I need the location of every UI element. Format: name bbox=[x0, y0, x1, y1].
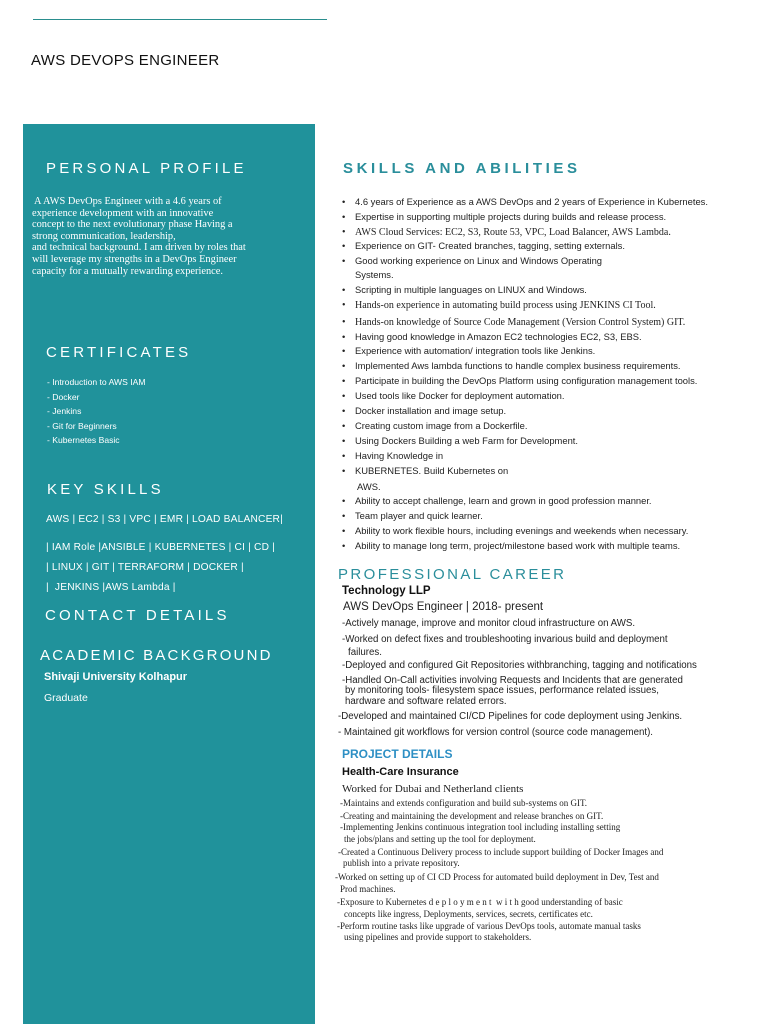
skill-item bbox=[342, 375, 697, 386]
project-line: concepts like ingress, Deployments, services, secrets, certificates etc. bbox=[344, 909, 593, 919]
bullet-icon: • bbox=[342, 375, 346, 386]
project-line: -Creating and maintaining the development and release branches on GIT. bbox=[340, 811, 604, 821]
bullet-icon: • bbox=[342, 255, 346, 266]
certificate-item: - Jenkins bbox=[47, 406, 82, 416]
skill-item bbox=[342, 525, 688, 536]
skill-item-continued bbox=[344, 481, 381, 492]
project-line: -Created a Continuous Delivery process to include support building of Docker Images and bbox=[338, 847, 664, 857]
bullet-icon: • bbox=[342, 525, 346, 536]
project-line: -Maintains and extends configuration and build sub-systems on GIT. bbox=[340, 798, 588, 808]
career-line: failures. bbox=[348, 647, 382, 658]
project-line: Prod machines. bbox=[340, 884, 396, 894]
sidebar bbox=[23, 124, 315, 1024]
skill-text: Experience on GIT- Created branches, tagging, setting externals. bbox=[355, 240, 625, 251]
key-skills-heading: KEY SKILLS bbox=[47, 481, 164, 498]
project-line: -Perform routine tasks like upgrade of various DevOps tools, automate manual tasks bbox=[337, 921, 641, 931]
profile-line: capacity for a mutually rewarding experience. bbox=[32, 265, 223, 277]
skill-text: Implemented Aws lambda functions to handle complex business requirements. bbox=[355, 360, 681, 371]
skill-item bbox=[342, 360, 681, 371]
degree: Graduate bbox=[44, 692, 88, 704]
skill-item bbox=[342, 540, 680, 551]
skill-text: Creating custom image from a Dockerfile. bbox=[355, 420, 528, 431]
profile-line: will leverage my strengths in a DevOps Engineer bbox=[32, 253, 237, 265]
career-line: -Worked on defect fixes and troubleshooting invarious build and deployment bbox=[342, 634, 668, 645]
project-line: -Exposure to Kubernetes d e p l o y m e n t w i t h good understanding of basic bbox=[337, 897, 623, 907]
skills-heading: SKILLS AND ABILITIES bbox=[343, 160, 581, 177]
skill-item bbox=[342, 420, 527, 431]
skill-text: AWS Cloud Services: EC2, S3, Route 53, VPC, Load Balancer, AWS Lambda. bbox=[355, 227, 671, 238]
skill-text: Ability to work flexible hours, including evenings and weekends when necessary. bbox=[355, 525, 689, 536]
project-subtitle: Worked for Dubai and Netherland clients bbox=[342, 783, 524, 795]
project-line: using pipelines and provide support to stakeholders. bbox=[344, 932, 532, 942]
profile-line: concept to the next evolutionary phase Having a bbox=[32, 219, 233, 231]
profile-text bbox=[32, 196, 246, 277]
certificate-item: - Kubernetes Basic bbox=[47, 435, 120, 445]
top-divider bbox=[33, 19, 327, 20]
personal-profile-heading: PERSONAL PROFILE bbox=[46, 160, 247, 177]
career-line: by monitoring tools- filesystem space issues, performance related issues, bbox=[345, 685, 659, 696]
career-line: - Maintained git workflows for version control (source code management). bbox=[338, 727, 653, 738]
key-skills-line: | IAM Role |ANSIBLE | KUBERNETES | CI | CD | bbox=[46, 542, 276, 553]
bullet-icon: • bbox=[342, 196, 346, 207]
contact-details-heading: CONTACT DETAILS bbox=[45, 607, 230, 624]
skill-item bbox=[342, 211, 666, 222]
skill-text: Systems. bbox=[355, 269, 394, 280]
skill-text: Scripting in multiple languages on LINUX and Windows. bbox=[355, 284, 587, 295]
key-skills-line: AWS | EC2 | S3 | VPC | EMR | LOAD BALANCER| bbox=[46, 514, 283, 525]
skill-text: Docker installation and image setup. bbox=[355, 405, 507, 416]
career-line: -Deployed and configured Git Repositories withbranching, tagging and notifications bbox=[342, 660, 697, 671]
skill-text: Hands-on experience in automating build process using JENKINS CI Tool. bbox=[355, 300, 656, 311]
skill-item bbox=[342, 300, 656, 311]
bullet-icon: • bbox=[342, 331, 346, 342]
project-line: -Implementing Jenkins continuous integration tool including installing setting bbox=[340, 822, 621, 832]
skill-item bbox=[342, 510, 483, 521]
certificate-item: - Docker bbox=[47, 391, 80, 402]
project-line: the jobs/plans and setting up the tool for deployment. bbox=[344, 834, 536, 844]
resume-title: AWS DEVOPS ENGINEER bbox=[31, 52, 220, 69]
profile-line: and technical background. I am driven by roles that bbox=[32, 242, 246, 254]
certificates-list bbox=[47, 375, 146, 448]
bullet-icon: • bbox=[342, 227, 346, 238]
career-line: -Handled On-Call activities involving Requests and Incidents that are generated bbox=[342, 675, 683, 686]
bullet-icon: • bbox=[342, 420, 346, 431]
bullet-icon: • bbox=[342, 345, 346, 356]
bullet-icon: • bbox=[342, 540, 346, 551]
skill-text: Good working experience on Linux and Windows Operating bbox=[355, 255, 603, 266]
career-line: -Developed and maintained CI/CD Pipelines for code deployment using Jenkins. bbox=[338, 711, 683, 722]
skill-text: Having good knowledge in Amazon EC2 technologies EC2, S3, EBS. bbox=[355, 331, 642, 342]
project-line: publish into a private repository. bbox=[343, 858, 460, 868]
bullet-icon: • bbox=[342, 360, 346, 371]
career-line: -Actively manage, improve and monitor cloud infrastructure on AWS. bbox=[342, 618, 636, 629]
key-skills-line: | JENKINS |AWS Lambda | bbox=[46, 582, 176, 593]
bullet-icon: • bbox=[342, 284, 346, 295]
skill-text: Using Dockers Building a web Farm for Development. bbox=[355, 435, 579, 446]
bullet-icon: • bbox=[342, 450, 346, 461]
bullet-icon: • bbox=[342, 495, 346, 506]
profile-line: strong communication, leadership, bbox=[32, 230, 176, 242]
project-line: -Worked on setting up of CI CD Process for automated build deployment in Dev, Test and bbox=[335, 872, 659, 882]
academic-background-heading: ACADEMIC BACKGROUND bbox=[40, 647, 273, 664]
skill-item bbox=[342, 196, 708, 207]
skill-item bbox=[342, 345, 595, 356]
job-role: AWS DevOps Engineer | 2018- present bbox=[343, 601, 544, 613]
skill-item bbox=[342, 435, 578, 446]
skill-item bbox=[342, 390, 564, 401]
skill-text: AWS. bbox=[357, 481, 381, 492]
skill-item bbox=[342, 317, 685, 328]
skill-text: Experience with automation/ integration tools like Jenkins. bbox=[355, 345, 596, 356]
skill-item bbox=[342, 227, 671, 238]
skill-text: Having Knowledge in bbox=[355, 450, 444, 461]
skill-text: Hands-on knowledge of Source Code Management (Version Control System) GIT. bbox=[355, 317, 686, 328]
skill-item bbox=[342, 450, 443, 461]
bullet-icon: • bbox=[342, 240, 346, 251]
bullet-icon: • bbox=[342, 405, 346, 416]
profile-line: experience development with an innovative bbox=[32, 207, 214, 219]
skill-item bbox=[342, 284, 587, 295]
university-name: Shivaji University Kolhapur bbox=[44, 671, 188, 683]
career-line: hardware and software related errors. bbox=[345, 696, 507, 707]
bullet-icon: • bbox=[342, 390, 346, 401]
skill-item bbox=[342, 240, 625, 251]
skill-item bbox=[342, 405, 506, 416]
company-name: Technology LLP bbox=[342, 585, 431, 597]
skill-item bbox=[342, 465, 508, 476]
skill-text: KUBERNETES. Build Kubernetes on bbox=[355, 465, 509, 476]
skill-item-continued bbox=[342, 269, 394, 280]
skill-text: Ability to manage long term, project/milestone based work with multiple teams. bbox=[355, 540, 681, 551]
bullet-icon: • bbox=[342, 300, 346, 311]
bullet-icon: • bbox=[342, 510, 346, 521]
skill-item bbox=[342, 255, 602, 266]
career-heading: PROFESSIONAL CAREER bbox=[338, 566, 567, 583]
bullet-icon: • bbox=[342, 465, 346, 476]
profile-line: A AWS DevOps Engineer with a 4.6 years of bbox=[32, 196, 222, 207]
project-heading: PROJECT DETAILS bbox=[342, 747, 453, 761]
skill-text: Used tools like Docker for deployment automation. bbox=[355, 390, 565, 401]
certificate-item: - Git for Beginners bbox=[47, 420, 117, 431]
skill-text: Participate in building the DevOps Platform using configuration management tools. bbox=[355, 375, 698, 386]
skill-item bbox=[342, 495, 652, 506]
key-skills-line: | LINUX | GIT | TERRAFORM | DOCKER | bbox=[46, 562, 244, 573]
certificates-heading: CERTIFICATES bbox=[46, 344, 192, 361]
skill-text: Ability to accept challenge, learn and grown in good profession manner. bbox=[355, 495, 652, 506]
skill-item bbox=[342, 331, 642, 342]
skill-text: Team player and quick learner. bbox=[355, 510, 483, 521]
project-title: Health-Care Insurance bbox=[342, 766, 459, 778]
key-skills-list bbox=[46, 510, 283, 598]
skill-text: 4.6 years of Experience as a AWS DevOps and 2 years of Experience in Kubernetes. bbox=[355, 196, 708, 207]
bullet-icon: • bbox=[342, 211, 346, 222]
certificate-item: - Introduction to AWS IAM bbox=[47, 377, 146, 387]
skill-text: Expertise in supporting multiple projects during builds and release process. bbox=[355, 211, 667, 222]
bullet-icon: • bbox=[342, 435, 346, 446]
bullet-icon: • bbox=[342, 317, 346, 328]
